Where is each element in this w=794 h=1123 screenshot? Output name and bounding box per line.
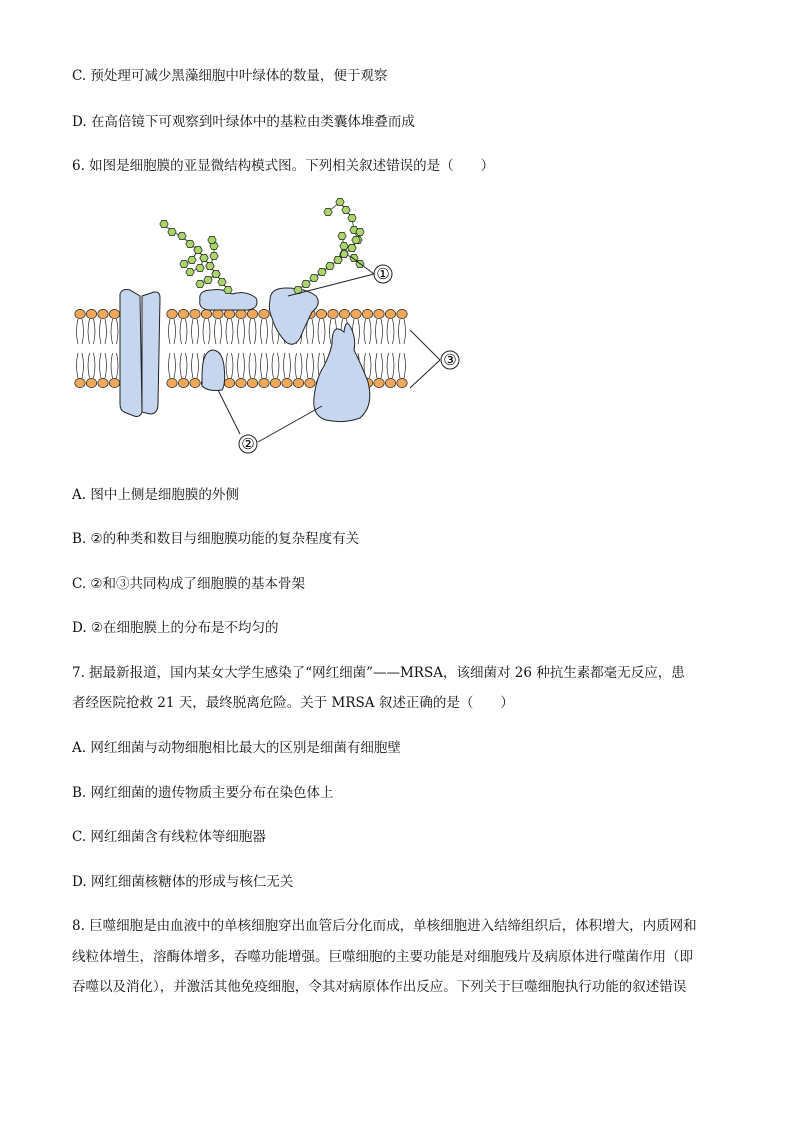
lipid-head (351, 309, 361, 318)
sugar-unit (340, 242, 348, 249)
lipid-tail (307, 353, 314, 378)
sugar-unit (196, 280, 204, 287)
lipid-head (282, 378, 292, 387)
lipid-tail (77, 319, 84, 344)
lipid-head (385, 309, 395, 318)
lipid-head (167, 378, 177, 387)
label-3: ③ (443, 351, 457, 369)
label-1: ① (376, 265, 390, 283)
oligosaccharide-chains (160, 198, 364, 293)
q8-stem-line-1: 8. 巨噬细胞是由血液中的单核细胞穿出血管后分化而成，单核细胞进入结缔组织后，体积增大，内质网和 (72, 918, 697, 934)
lipid-tail (77, 353, 84, 378)
lipid-tail (100, 353, 107, 378)
lipid-head (316, 309, 326, 318)
lipid-head (167, 309, 177, 318)
lipid-tail (238, 319, 245, 344)
lipid-head (190, 309, 200, 318)
lipid-head (305, 378, 315, 387)
lipid-head (374, 309, 384, 318)
lipid-tail (249, 353, 256, 378)
lipid-head (397, 309, 407, 318)
q7-option-d: D. 网红细菌核糖体的形成与核仁无关 (72, 874, 294, 890)
lipid-tail (387, 353, 394, 378)
lipid-head (397, 378, 407, 387)
lipid-head (213, 309, 223, 318)
q6-option-d: D. ②在细胞膜上的分布是不均匀的 (72, 620, 279, 636)
lipid-tail (238, 353, 245, 378)
lipid-head (86, 309, 96, 318)
sugar-unit (160, 220, 168, 227)
q7-option-b: B. 网红细菌的遗传物质主要分布在染色体上 (72, 785, 334, 801)
lipid-tail (307, 319, 314, 344)
lipid-head (98, 378, 108, 387)
lipid-head (259, 309, 269, 318)
lipid-tail (111, 353, 118, 378)
q8-stem-line-2: 线粒体增生，溶酶体增多，吞噬功能增强。巨噬细胞的主要功能是对细胞残片及病原体进行噬菌作用（即 (72, 949, 693, 965)
lipid-tail (169, 319, 176, 344)
lipid-head (75, 309, 85, 318)
sugar-unit (342, 206, 350, 213)
lipid-tail (284, 353, 291, 378)
sugar-unit (334, 256, 342, 263)
sugar-unit (336, 198, 344, 205)
lipid-tail (180, 319, 187, 344)
sugar-unit (352, 236, 360, 243)
lipid-head (109, 309, 119, 318)
sugar-unit (200, 254, 208, 261)
q5-option-d: D. 在高倍镜下可观察到叶绿体中的基粒由类囊体堆叠而成 (72, 114, 415, 130)
sugar-unit (324, 208, 332, 215)
q8-stem-line-3: 吞噬以及消化），并激活其他免疫细胞，令其对病原体作出反应。下列关于巨噬细胞执行功能的叙述错误 (72, 979, 687, 995)
sugar-unit (356, 228, 364, 235)
lipid-tail (226, 353, 233, 378)
sugar-unit (188, 256, 196, 263)
sugar-unit (180, 260, 188, 267)
lipid-tail (318, 319, 325, 344)
lipid-tail (387, 319, 394, 344)
sugar-unit (302, 280, 310, 287)
lipid-head (178, 378, 188, 387)
sugar-unit (204, 276, 212, 283)
transmembrane-protein-large (314, 323, 370, 421)
lipid-head (190, 378, 200, 387)
cell-membrane-diagram (60, 192, 480, 462)
lipid-head (328, 309, 338, 318)
sugar-unit (338, 232, 346, 239)
sugar-unit (348, 244, 356, 251)
sugar-unit (310, 274, 318, 281)
q7-stem-line-2: 者经医院抢救 21 天，最终脱离危险。关于 MRSA 叙述正确的是（ ） (72, 695, 514, 711)
lipid-head (86, 378, 96, 387)
lipid-tail (192, 353, 199, 378)
q6-option-b: B. ②的种类和数目与细胞膜功能的复杂程度有关 (72, 531, 360, 547)
q7-option-a: A. 网红细菌与动物细胞相比最大的区别是细菌有细胞壁 (72, 740, 401, 756)
sugar-unit (168, 228, 176, 235)
lipid-head (178, 309, 188, 318)
q7-stem-line-1: 7. 据最新报道，国内某女大学生感染了“网红细菌”——MRSA，该细菌对 26 种抗生素都毫无反应，患 (72, 665, 685, 681)
sugar-unit (208, 236, 216, 243)
sugar-unit (318, 268, 326, 275)
lipid-tail (100, 319, 107, 344)
sugar-unit (178, 232, 186, 239)
sugar-unit (224, 286, 232, 293)
lipid-head (75, 378, 85, 387)
lipid-head (293, 378, 303, 387)
lipid-tail (376, 353, 383, 378)
q5-option-c: C. 预处理可减少黑藻细胞中叶绿体的数量，便于观察 (72, 68, 388, 84)
sugar-unit (210, 252, 218, 259)
lipid-head (224, 378, 234, 387)
lipid-tail (376, 319, 383, 344)
lipid-tail (272, 353, 279, 378)
lipid-head (109, 378, 119, 387)
lipid-head (362, 309, 372, 318)
lipid-head (385, 378, 395, 387)
sugar-unit (348, 214, 356, 221)
lipid-head (98, 309, 108, 318)
sugar-unit (206, 262, 214, 269)
lipid-head (270, 378, 280, 387)
sugar-unit (186, 268, 194, 275)
sugar-unit (350, 254, 358, 261)
lipid-tail (169, 353, 176, 378)
lipid-head (259, 378, 269, 387)
lipid-tail (192, 319, 199, 344)
lipid-tail (180, 353, 187, 378)
lipid-head (201, 309, 211, 318)
lipid-head (374, 378, 384, 387)
lipid-tail (399, 353, 406, 378)
lipid-tail (261, 319, 268, 344)
lipid-tail (226, 319, 233, 344)
lipid-tail (249, 319, 256, 344)
lipid-head (247, 309, 257, 318)
lipid-tail (399, 319, 406, 344)
sugar-unit (212, 270, 220, 277)
label-2: ② (241, 435, 255, 453)
lipid-tail (261, 353, 268, 378)
lipid-tail (111, 319, 118, 344)
lipid-head (224, 309, 234, 318)
sugar-unit (326, 262, 334, 269)
lipid-tail (88, 353, 95, 378)
lipid-tail (215, 319, 222, 344)
lipid-tail (88, 319, 95, 344)
lipid-head (236, 309, 246, 318)
lipid-head (247, 378, 257, 387)
sugar-unit (196, 264, 204, 271)
embedded-protein-small (202, 350, 225, 391)
lipid-head (339, 309, 349, 318)
lipid-head (236, 378, 246, 387)
q6-option-a: A. 图中上侧是细胞膜的外侧 (72, 487, 239, 503)
channel-protein (120, 290, 160, 417)
sugar-unit (340, 250, 348, 257)
q6-stem: 6. 如图是细胞膜的亚显微结构模式图。下列相关叙述错误的是（ ） (72, 158, 495, 174)
lipid-tail (295, 353, 302, 378)
sugar-unit (218, 278, 226, 285)
q6-option-c: C. ②和③共同构成了细胞膜的基本骨架 (72, 576, 306, 592)
q7-option-c: C. 网红细菌含有线粒体等细胞器 (72, 829, 266, 845)
lipid-tail (364, 319, 371, 344)
sugar-unit (186, 240, 194, 247)
lipid-tail (203, 319, 210, 344)
sugar-unit (194, 246, 202, 253)
